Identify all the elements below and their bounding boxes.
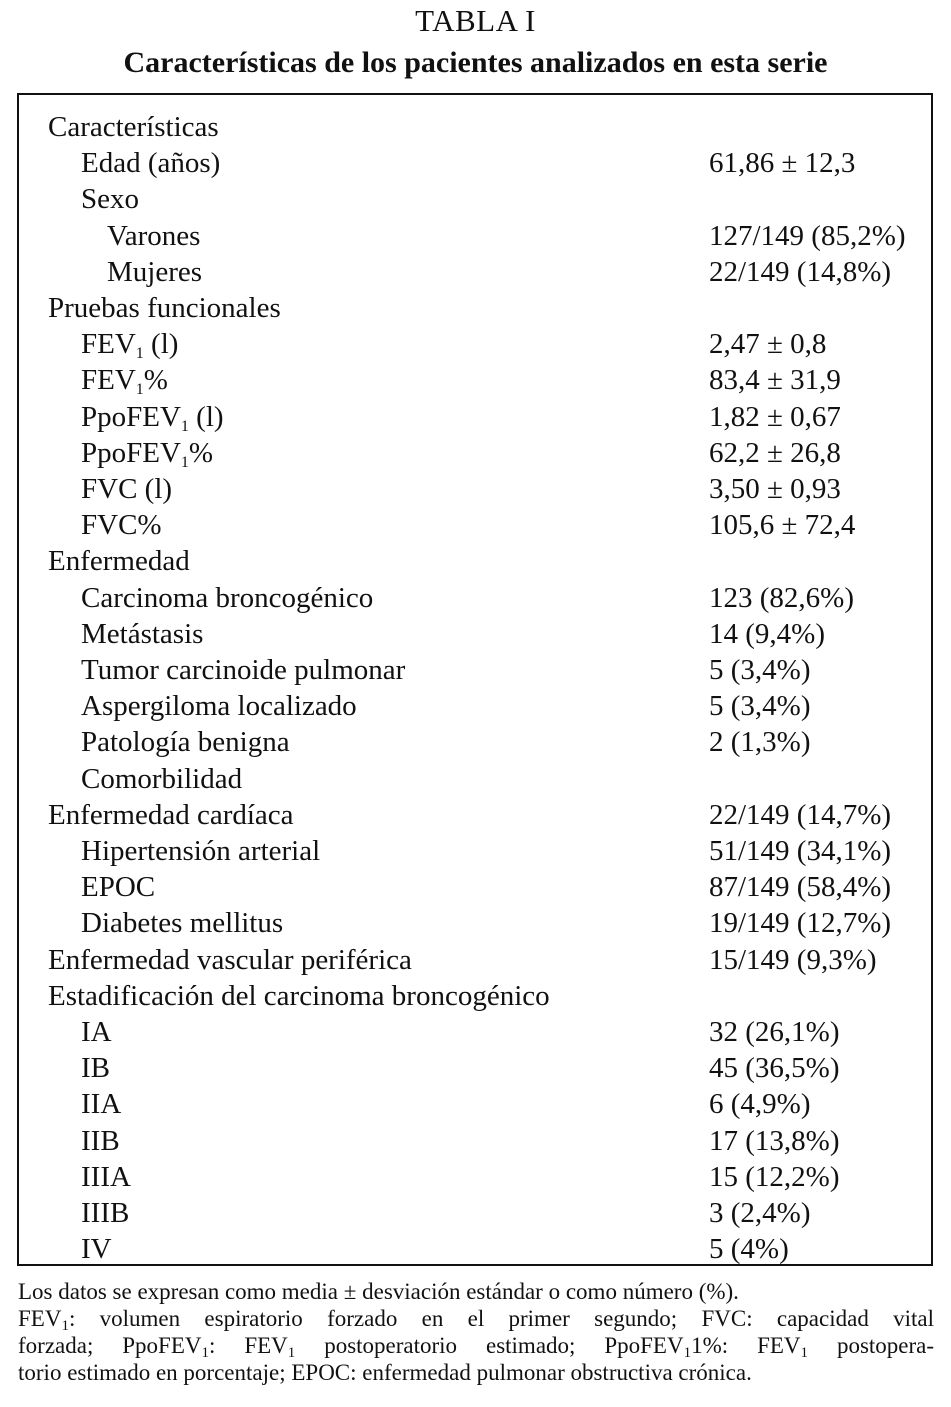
row-value: 15/149 (9,3%)	[709, 943, 877, 976]
row-label-text: IV	[81, 1233, 112, 1266]
row-label	[81, 869, 155, 905]
row-value: 61,86 ± 12,3	[709, 147, 856, 180]
table-row	[19, 942, 931, 978]
row-value: 19/149 (12,7%)	[709, 907, 892, 940]
row-value: 51/149 (34,1%)	[709, 835, 892, 867]
table-row	[19, 761, 931, 797]
row-value: 3 (2,4%)	[709, 1197, 811, 1229]
row-value: 127/149 (85,2%)	[709, 219, 906, 252]
table-row	[19, 724, 931, 760]
footnote-text: : volumen espiratorio forzado en el primer segundo; FVC: capacidad vital	[68, 1306, 934, 1331]
row-label-subscript: 1	[135, 345, 144, 363]
table-row	[19, 254, 931, 290]
footnote-line-1: Los datos se expresan como media ± desviación estándar o como número (%).	[18, 1279, 739, 1304]
table-row	[19, 290, 931, 326]
row-label-text: Tumor carcinoide pulmonar	[81, 654, 406, 686]
row-label-text: FVC (l)	[81, 473, 173, 505]
table-number: TABLA I	[415, 3, 536, 38]
row-label	[81, 362, 168, 398]
table-row	[19, 507, 931, 543]
row-label-text: Varones	[107, 219, 201, 252]
row-label	[81, 1195, 129, 1231]
row-label-text: FEV	[81, 364, 136, 397]
row-label	[81, 833, 320, 869]
row-label	[81, 580, 373, 616]
row-label	[81, 399, 224, 435]
patient-characteristics-table	[17, 93, 933, 1266]
table-caption: Características de los pacientes analizados en esta serie	[123, 46, 828, 79]
row-label-suffix: (l)	[188, 400, 224, 433]
row-label-text: Hipertensión arterial	[81, 835, 321, 867]
row-label-text: Metástasis	[81, 617, 204, 650]
table-row	[19, 1014, 931, 1050]
table-row	[19, 905, 931, 941]
row-value: 5 (4%)	[709, 1233, 789, 1266]
table-row	[19, 833, 931, 869]
table-row	[19, 326, 931, 362]
row-label	[81, 507, 162, 543]
table-row	[19, 1086, 931, 1122]
row-label-subscript: 1	[180, 417, 189, 435]
row-value: 5 (3,4%)	[709, 690, 811, 723]
table-row	[19, 616, 931, 652]
row-value: 6 (4,9%)	[709, 1088, 811, 1121]
table-row	[19, 109, 931, 145]
row-value: 5 (3,4%)	[709, 654, 811, 686]
row-label-text: IIIA	[81, 1160, 131, 1193]
row-value: 2,47 ± 0,8	[709, 328, 827, 361]
row-label-text: IIB	[81, 1124, 120, 1157]
table-row	[19, 471, 931, 507]
row-value: 22/149 (14,8%)	[709, 255, 892, 288]
row-label-text: Edad (años)	[81, 147, 221, 180]
row-label	[81, 616, 203, 652]
table-footnote	[18, 1278, 934, 1386]
table-row	[19, 580, 931, 616]
row-value: 22/149 (14,7%)	[709, 798, 892, 831]
row-label	[48, 942, 412, 978]
row-label	[81, 1086, 121, 1122]
row-label	[48, 543, 190, 579]
table-row	[19, 435, 931, 471]
row-label-text: Estadificación del carcinoma broncogénico	[48, 979, 550, 1012]
row-label-suffix: %	[143, 364, 168, 397]
row-label-suffix: (l)	[143, 328, 179, 361]
row-label	[48, 290, 281, 326]
row-label-text: Comorbilidad	[81, 762, 243, 795]
row-label-text: PpoFEV	[81, 400, 181, 433]
row-label	[81, 761, 242, 797]
row-label-text: Diabetes mellitus	[81, 907, 284, 940]
row-label	[81, 688, 357, 724]
row-label-text: Enfermedad vascular periférica	[48, 943, 412, 976]
row-label-text: Características	[48, 111, 219, 143]
table-row	[19, 1195, 931, 1231]
row-label-text: Carcinoma broncogénico	[81, 581, 374, 614]
row-label	[81, 435, 213, 471]
footnote-subscript: 1	[287, 1345, 296, 1361]
table-row	[19, 1050, 931, 1086]
row-label-text: FVC%	[81, 509, 162, 542]
footnote-text: : FEV	[209, 1333, 288, 1358]
table-row	[19, 1159, 931, 1195]
table-row	[19, 399, 931, 435]
row-label	[81, 1123, 120, 1159]
row-value: 87/149 (58,4%)	[709, 871, 892, 904]
row-label-text: PpoFEV	[81, 436, 181, 469]
row-label-suffix: %	[188, 436, 214, 469]
row-label-text: Sexo	[81, 183, 139, 216]
table-row	[19, 688, 931, 724]
row-label	[107, 254, 202, 290]
table-row	[19, 181, 931, 217]
row-label-subscript: 1	[135, 381, 144, 399]
row-label-text: Aspergiloma localizado	[81, 690, 357, 723]
row-value: 62,2 ± 26,8	[709, 436, 841, 469]
table-row	[19, 145, 931, 181]
row-label	[107, 218, 200, 254]
table-row	[19, 362, 931, 398]
row-label	[81, 181, 139, 217]
row-label	[81, 1231, 112, 1267]
footnote-subscript: 1	[61, 1318, 69, 1334]
footnote-text: forzada; PpoFEV	[18, 1333, 202, 1358]
row-value: 45 (36,5%)	[709, 1052, 840, 1085]
row-label	[81, 471, 172, 507]
row-label-text: Mujeres	[107, 255, 203, 288]
footnote-abbrev: FEV	[18, 1306, 62, 1331]
footnote-text: postopera-	[808, 1333, 935, 1358]
table-row	[19, 652, 931, 688]
row-label	[81, 724, 290, 760]
row-label-text: IIIB	[81, 1197, 130, 1229]
row-label-text: IA	[81, 1016, 112, 1048]
row-value: 17 (13,8%)	[709, 1124, 840, 1157]
row-label-text: EPOC	[81, 871, 156, 904]
row-label-text: Pruebas funcionales	[48, 292, 281, 324]
row-label	[81, 1159, 131, 1195]
footnote-line-3	[18, 1332, 934, 1359]
row-value: 15 (12,2%)	[709, 1160, 840, 1193]
table-row	[19, 869, 931, 905]
row-label-text: FEV	[81, 328, 136, 361]
row-value: 105,6 ± 72,4	[709, 509, 856, 542]
row-label	[81, 1014, 112, 1050]
row-label	[48, 109, 219, 145]
table-row	[19, 797, 931, 833]
footnote-line-4: torio estimado en porcentaje; EPOC: enfermedad pulmonar obstructiva crónica.	[18, 1360, 752, 1385]
footnote-subscript: 1	[683, 1345, 692, 1361]
table-row	[19, 543, 931, 579]
row-label	[48, 797, 294, 833]
row-label	[81, 326, 178, 362]
row-value: 2 (1,3%)	[709, 726, 811, 759]
row-value: 123 (82,6%)	[709, 581, 854, 614]
footnote-subscript: 1	[201, 1345, 210, 1361]
row-label-text: Patología benigna	[81, 726, 290, 759]
row-value: 1,82 ± 0,67	[709, 400, 841, 433]
row-value: 14 (9,4%)	[709, 617, 825, 650]
table-row	[19, 1231, 931, 1267]
row-label-subscript: 1	[180, 453, 189, 471]
row-value: 3,50 ± 0,93	[709, 473, 841, 505]
row-label-text: IIA	[81, 1088, 122, 1121]
table-row	[19, 218, 931, 254]
row-label	[81, 1050, 110, 1086]
row-label	[81, 652, 405, 688]
footnote-text: 1%: FEV	[691, 1333, 801, 1358]
table-row	[19, 978, 931, 1014]
row-label-text: IB	[81, 1052, 110, 1085]
row-value: 32 (26,1%)	[709, 1016, 840, 1048]
footnote-text: postoperatorio estimado; PpoFEV	[295, 1333, 684, 1358]
row-label-text: Enfermedad cardíaca	[48, 798, 294, 831]
row-value: 83,4 ± 31,9	[709, 364, 841, 397]
footnote-line-2	[18, 1305, 934, 1332]
row-label	[81, 905, 283, 941]
row-label-text: Enfermedad	[48, 545, 190, 578]
row-label	[81, 145, 220, 181]
table-row	[19, 1123, 931, 1159]
row-label	[48, 978, 550, 1014]
footnote-subscript: 1	[800, 1345, 809, 1361]
